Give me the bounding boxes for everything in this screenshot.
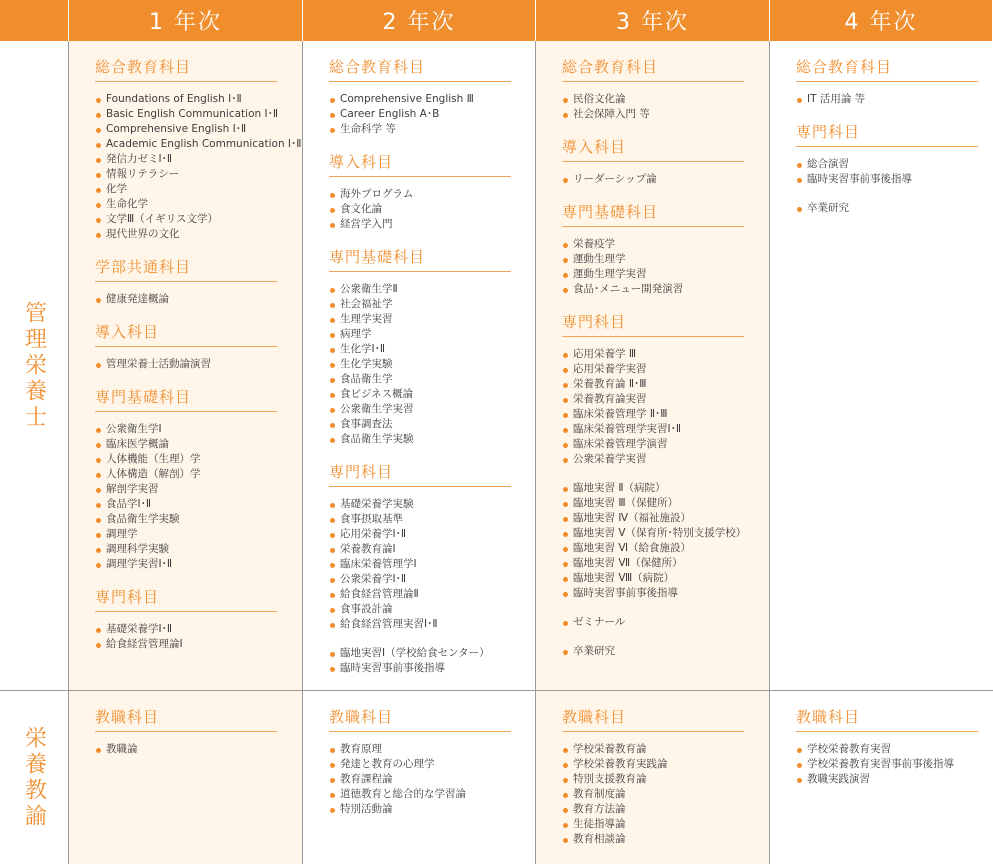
course-item: 発達と教育の心理学: [329, 757, 509, 772]
course-item: 経営学入門: [329, 217, 509, 232]
course-item: 生化学Ⅰ･Ⅱ: [329, 342, 509, 357]
course-item: 給食経営管理論Ⅰ: [95, 637, 276, 652]
course-item: 人体構造（解剖）学: [95, 467, 276, 482]
section-title: 専門科目: [796, 121, 978, 147]
y3-teaching-section: [562, 706, 743, 847]
course-item: 人体機能（生理）学: [95, 452, 276, 467]
course-item: 公衆栄養学Ⅰ･Ⅱ: [329, 572, 509, 587]
course-item: 現代世界の文化: [95, 227, 276, 242]
y2-basic-section: [329, 246, 509, 447]
course-item: 教育相談論: [562, 832, 743, 847]
y2-major-section: [329, 461, 509, 676]
course-item: 臨床栄養管理学Ⅰ: [329, 557, 509, 572]
course-item: 教育方法論: [562, 802, 743, 817]
course-list: [796, 157, 967, 187]
course-item: 調理科学実験: [95, 542, 276, 557]
y2-teaching-section: [329, 706, 509, 817]
course-list: [95, 622, 276, 652]
course-list: [562, 172, 743, 187]
course-item: 生命科学 等: [329, 122, 509, 137]
section-title: 学部共通科目: [95, 256, 277, 282]
course-list: [329, 282, 509, 447]
course-list: [796, 742, 967, 787]
course-item: 臨地実習 Ⅳ（福祉施設）: [562, 511, 743, 526]
course-item: 臨時実習事前事後指導: [329, 661, 509, 676]
course-item: 学校栄養教育実習: [796, 742, 967, 757]
course-item: 教育課程論: [329, 772, 509, 787]
course-item: 食事調査法: [329, 417, 509, 432]
course-list: [329, 92, 509, 137]
section-title: 教職科目: [562, 706, 744, 732]
course-item: 公衆衛生学Ⅱ: [329, 282, 509, 297]
dietitian-label: 管理栄養士: [21, 300, 47, 431]
year-1-header: 1 年次: [69, 0, 303, 41]
course-item: Comprehensive English Ⅲ: [329, 92, 509, 107]
course-item: 海外プログラム: [329, 187, 509, 202]
teacher-label: 栄養教諭: [21, 725, 47, 830]
y1-teacher-cell: [69, 691, 303, 864]
course-item: 化学: [95, 182, 276, 197]
y2-general-section: [329, 56, 509, 137]
course-list: [95, 92, 302, 242]
course-item: 教育制度論: [562, 787, 743, 802]
course-item: 応用栄養学Ⅰ･Ⅱ: [329, 527, 509, 542]
year-2-header: 2 年次: [303, 0, 536, 41]
section-title: 教職科目: [95, 706, 277, 732]
y2-intro-section: [329, 151, 509, 232]
section-title: 総合教育科目: [796, 56, 978, 82]
course-item: 運動生理学: [562, 252, 743, 267]
section-title: 導入科目: [95, 321, 277, 347]
course-item: Foundations of English Ⅰ･Ⅱ: [95, 92, 276, 107]
course-item: Comprehensive English Ⅰ･Ⅱ: [95, 122, 276, 137]
course-item: 応用栄養学実習: [562, 362, 743, 377]
course-item: 健康発達概論: [95, 292, 276, 307]
course-item: 食品衛生学: [329, 372, 509, 387]
header-corner: [0, 0, 69, 41]
course-item: 生理学実習: [329, 312, 509, 327]
course-item: 食ビジネス概論: [329, 387, 509, 402]
section-title: 教職科目: [329, 706, 511, 732]
y1-basic-section: [95, 386, 276, 572]
course-item: 基礎栄養学実験: [329, 497, 509, 512]
y3-general-section: [562, 56, 743, 122]
course-item: 臨地実習 Ⅱ（病院）: [562, 481, 743, 496]
course-item: 食品衛生学実験: [95, 512, 276, 527]
course-item: 教職実践演習: [796, 772, 967, 787]
y3-dietitian-cell: [536, 41, 770, 691]
row-label-teacher: [0, 691, 69, 864]
course-item: ゼミナール: [562, 615, 743, 630]
course-item: 特別支援教育論: [562, 772, 743, 787]
course-item: 臨地実習 Ⅷ（病院）: [562, 571, 743, 586]
course-item: 食品学Ⅰ･Ⅱ: [95, 497, 276, 512]
y4-general-section: [796, 56, 967, 107]
course-item: Basic English Communication Ⅰ･Ⅱ: [95, 107, 276, 122]
course-item: 文学Ⅲ（イギリス文学）: [95, 212, 276, 227]
course-item: 教職論: [95, 742, 276, 757]
course-item: 基礎栄養学Ⅰ･Ⅱ: [95, 622, 276, 637]
year-3-header: 3 年次: [536, 0, 770, 41]
course-item: 病理学: [329, 327, 509, 342]
course-item: 栄養教育論実習: [562, 392, 743, 407]
y1-dietitian-cell: [69, 41, 303, 691]
section-title: 総合教育科目: [562, 56, 744, 82]
y3-major-section: [562, 311, 747, 659]
y1-common-section: [95, 256, 276, 307]
course-item: 臨地実習Ⅰ（学校給食センター）: [329, 646, 509, 661]
course-item: 情報リテラシー: [95, 167, 276, 182]
y4-dietitian-cell: [770, 41, 993, 691]
course-item: 食事設計論: [329, 602, 509, 617]
course-list: [562, 237, 743, 297]
section-title: 教職科目: [796, 706, 978, 732]
course-item: 食品･メニュー開発演習: [562, 282, 743, 297]
course-list: [95, 742, 276, 757]
course-item: 臨床医学概論: [95, 437, 276, 452]
course-item: 臨地実習 Ⅴ（保育所･特別支援学校）: [562, 526, 743, 541]
year-4-header: 4 年次: [770, 0, 993, 41]
course-list: [329, 646, 509, 676]
course-item: 総合演習: [796, 157, 967, 172]
course-item: 食文化論: [329, 202, 509, 217]
y3-basic-section: [562, 201, 743, 297]
y1-major-section: [95, 586, 276, 652]
course-item: Career English A･B: [329, 107, 509, 122]
y3-teacher-cell: [536, 691, 770, 864]
course-item: 社会福祉学: [329, 297, 509, 312]
section-title: 総合教育科目: [95, 56, 277, 82]
course-item: 栄養教育論Ⅰ: [329, 542, 509, 557]
y4-teaching-section: [796, 706, 967, 787]
course-list: [329, 742, 509, 817]
course-list: [562, 347, 743, 467]
course-item: リーダーシップ論: [562, 172, 743, 187]
course-item: 生化学実験: [329, 357, 509, 372]
course-item: 生徒指導論: [562, 817, 743, 832]
course-item: 栄養疫学: [562, 237, 743, 252]
section-title: 専門科目: [95, 586, 277, 612]
course-item: 公衆栄養学実習: [562, 452, 743, 467]
course-item: 臨地実習 Ⅶ（保健所）: [562, 556, 743, 571]
section-title: 専門基礎科目: [95, 386, 277, 412]
course-list: [562, 742, 743, 847]
section-title: 導入科目: [562, 136, 744, 162]
section-title: 総合教育科目: [329, 56, 511, 82]
section-title: 専門基礎科目: [562, 201, 744, 227]
course-item: 社会保障入門 等: [562, 107, 743, 122]
course-list: [329, 187, 509, 232]
course-item: 臨床栄養管理学演習: [562, 437, 743, 452]
section-title: 専門基礎科目: [329, 246, 511, 272]
course-item: 臨床栄養管理学 Ⅱ･Ⅲ: [562, 407, 743, 422]
course-item: 公衆衛生学実習: [329, 402, 509, 417]
course-item: 調理学: [95, 527, 276, 542]
course-list: [562, 644, 743, 659]
row-label-dietitian: [0, 41, 69, 691]
course-item: 発信力ゼミⅠ･Ⅱ: [95, 152, 276, 167]
course-item: 応用栄養学 Ⅲ: [562, 347, 743, 362]
course-item: 臨地実習 Ⅵ（給食施設）: [562, 541, 743, 556]
course-item: 運動生理学実習: [562, 267, 743, 282]
section-title: 専門科目: [329, 461, 511, 487]
course-list: [329, 497, 509, 632]
course-item: 特別活動論: [329, 802, 509, 817]
course-item: 栄養教育論 Ⅱ･Ⅲ: [562, 377, 743, 392]
course-list: [796, 92, 967, 107]
course-list: [562, 92, 743, 122]
y1-general-section: [95, 56, 302, 242]
course-list: [562, 615, 743, 630]
course-item: 給食経営管理論Ⅱ: [329, 587, 509, 602]
course-item: 調理学実習Ⅰ･Ⅱ: [95, 557, 276, 572]
course-item: 卒業研究: [562, 644, 743, 659]
course-item: Academic English Communication Ⅰ･Ⅱ: [95, 137, 276, 152]
course-item: 給食経営管理実習Ⅰ･Ⅱ: [329, 617, 509, 632]
section-title: 専門科目: [562, 311, 744, 337]
course-list: [95, 357, 276, 372]
course-list: [95, 292, 276, 307]
y1-teaching-section: [95, 706, 276, 757]
course-item: 公衆衛生学Ⅰ: [95, 422, 276, 437]
y4-major-section: [796, 121, 967, 216]
course-item: 道徳教育と総合的な学習論: [329, 787, 509, 802]
course-item: 管理栄養士活動論演習: [95, 357, 276, 372]
course-item: 臨時実習事前事後指導: [796, 172, 967, 187]
course-item: 食品衛生学実験: [329, 432, 509, 447]
y3-intro-section: [562, 136, 743, 187]
course-list: [95, 422, 276, 572]
course-item: 生命化学: [95, 197, 276, 212]
course-item: 解剖学実習: [95, 482, 276, 497]
course-item: 臨地実習 Ⅲ（保健所）: [562, 496, 743, 511]
course-item: IT 活用論 等: [796, 92, 967, 107]
course-list: [562, 481, 747, 601]
course-list: [796, 201, 967, 216]
course-item: 民俗文化論: [562, 92, 743, 107]
course-item: 教育原理: [329, 742, 509, 757]
course-item: 学校栄養教育実習事前事後指導: [796, 757, 967, 772]
course-item: 学校栄養教育論: [562, 742, 743, 757]
course-item: 卒業研究: [796, 201, 967, 216]
course-item: 食事摂取基準: [329, 512, 509, 527]
course-item: 学校栄養教育実践論: [562, 757, 743, 772]
y1-intro-section: [95, 321, 276, 372]
y2-dietitian-cell: [303, 41, 536, 691]
section-title: 導入科目: [329, 151, 511, 177]
y2-teacher-cell: [303, 691, 536, 864]
y4-teacher-cell: [770, 691, 993, 864]
course-item: 臨床栄養管理学実習Ⅰ･Ⅱ: [562, 422, 743, 437]
course-item: 臨時実習事前事後指導: [562, 586, 743, 601]
